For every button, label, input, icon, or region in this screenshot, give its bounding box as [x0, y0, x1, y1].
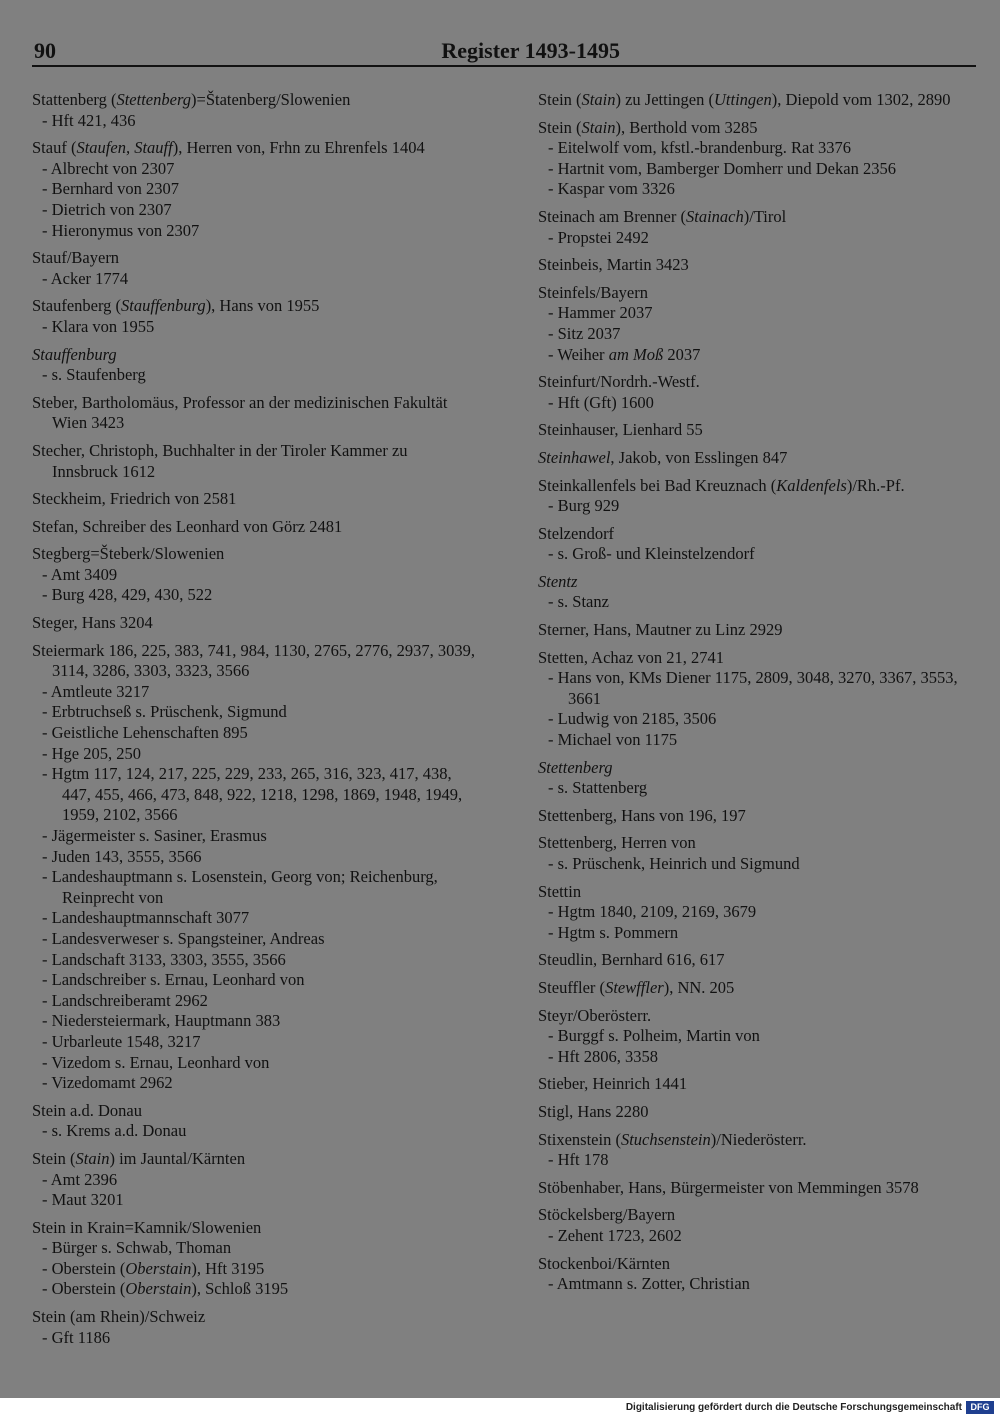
entry-heading: Stöbenhaber, Hans, Bürgermeister von Memmingen 3578: [538, 1177, 919, 1197]
entry-heading: Stauf (Staufen, Stauff), Herren von, Frhn zu Ehrenfels 1404: [32, 138, 425, 158]
entry-subitem: - s. Groß- und Kleinstelzendorf: [548, 544, 755, 564]
dfg-logo: DFG: [966, 1401, 994, 1414]
index-entry: [538, 572, 983, 613]
index-entry: [32, 90, 477, 131]
entry-subitem: - Burg 929: [548, 496, 620, 516]
entry-subitem: - Landschreiberamt 2962: [42, 990, 208, 1010]
entry-heading: Stein (Stain), Berthold vom 3285: [538, 117, 758, 137]
index-entry: [538, 758, 983, 799]
index-entry: [32, 296, 477, 337]
entry-subitem: - s. Stanz: [548, 592, 609, 612]
index-column-left: [32, 90, 477, 1355]
entry-heading: Staufenberg (Stauffenburg), Hans von 1955: [32, 296, 320, 316]
entry-subitem: - Kaspar vom 3326: [548, 179, 675, 199]
index-entry: [32, 544, 477, 606]
entry-subitem: - Maut 3201: [42, 1190, 124, 1210]
index-entry: [32, 517, 477, 538]
entry-heading: Stein (Stain) im Jauntal/Kärnten: [32, 1148, 246, 1168]
entry-subitem: - Vizedom s. Ernau, Leonhard von: [42, 1052, 270, 1072]
header-rule: [32, 65, 976, 67]
entry-heading: Steinfels/Bayern: [538, 282, 648, 302]
entry-subitem: - Albrecht von 2307: [42, 158, 175, 178]
index-entry: [538, 118, 983, 200]
index-entry: [538, 448, 983, 469]
entry-subitem: - Klara von 1955: [42, 316, 155, 336]
entry-subitem: - Vizedomamt 2962: [42, 1073, 173, 1093]
entry-heading: Stixenstein (Stuchsenstein)/Niederösterr.: [538, 1129, 807, 1149]
entry-heading: Steinach am Brenner (Stainach)/Tirol: [538, 206, 787, 226]
index-entry: [32, 441, 477, 482]
entry-heading: Sterner, Hans, Mautner zu Linz 2929: [538, 620, 783, 640]
page-number: 90: [34, 38, 56, 63]
entry-heading: Steinhauser, Lienhard 55: [538, 420, 703, 440]
entry-subitem: - Geistliche Lehenschaften 895: [42, 723, 248, 743]
entry-subitem: - Oberstein (Oberstain), Schloß 3195: [42, 1279, 289, 1299]
running-title: Register 1493-1495: [441, 38, 620, 63]
entry-subitem: - Amt 2396: [42, 1169, 118, 1189]
entry-heading: Stattenberg (Stettenberg)=Štatenberg/Slowenien: [32, 90, 351, 109]
index-entry: [538, 372, 983, 413]
entry-subitem: - Acker 1774: [42, 268, 129, 288]
index-entry: [538, 620, 983, 641]
index-entry: [538, 882, 983, 944]
entry-subitem: - Hft 2806, 3358: [548, 1046, 658, 1066]
entry-heading: Stettenberg: [538, 757, 613, 777]
entry-subitem: - Michael von 1175: [548, 730, 678, 750]
entry-heading: Stockenboi/Kärnten: [538, 1253, 670, 1273]
index-entry: [32, 1307, 477, 1348]
index-entry: [32, 248, 477, 289]
index-entry: [538, 420, 983, 441]
index-entry: [538, 1102, 983, 1123]
entry-heading: Steyr/Oberösterr.: [538, 1005, 652, 1025]
entry-heading: Steiermark 186, 225, 383, 741, 984, 1130, 2765, 2776, 2937, 3039, 3114, 3286, 3303, 3323, 3566: [32, 640, 476, 681]
entry-heading: Stegberg=Šteberk/Slowenien: [32, 544, 225, 564]
index-entry: [538, 476, 983, 517]
entry-subitem: - s. Stattenberg: [548, 778, 648, 798]
entry-subitem: - Hartnit vom, Bamberger Domherr und Dekan 2356: [548, 158, 896, 178]
entry-heading: Steber, Bartholomäus, Professor an der medizinischen Fakultät Wien 3423: [32, 392, 448, 433]
entry-subitem: - Hft 178: [548, 1150, 609, 1170]
entry-subitem: - Bernhard von 2307: [42, 179, 180, 199]
entry-subitem: - Landschreiber s. Ernau, Leonhard von: [42, 970, 305, 990]
entry-subitem: - Amtmann s. Zotter, Christian: [548, 1274, 750, 1294]
index-entry: [538, 648, 983, 751]
entry-subitem: - Amt 3409: [42, 564, 118, 584]
index-entry: [538, 524, 983, 565]
entry-heading: Stauf/Bayern: [32, 248, 120, 268]
entry-heading: Stein in Krain=Kamnik/Slowenien: [32, 1217, 262, 1237]
index-entry: [538, 255, 983, 276]
entry-heading: Steckheim, Friedrich von 2581: [32, 489, 237, 509]
entry-subitem: - Hge 205, 250: [42, 743, 141, 763]
index-entry: [32, 345, 477, 386]
entry-subitem: - Jägermeister s. Sasiner, Erasmus: [42, 826, 267, 845]
entry-subitem: - Urbarleute 1548, 3217: [42, 1031, 201, 1051]
entry-heading: Stecher, Christoph, Buchhalter in der Tiroler Kammer zu Innsbruck 1612: [32, 440, 408, 481]
entry-subitem: - Dietrich von 2307: [42, 199, 172, 219]
entry-subitem: - Landeshauptmannschaft 3077: [42, 908, 250, 928]
entry-subitem: - Hans von, KMs Diener 1175, 2809, 3048, 3270, 3367, 3553, 3661: [548, 668, 958, 708]
index-entry: [32, 489, 477, 510]
entry-subitem: - Gft 1186: [42, 1327, 111, 1347]
index-entry: [538, 806, 983, 827]
entry-heading: Stentz: [538, 571, 578, 591]
entry-heading: Steger, Hans 3204: [32, 613, 153, 633]
index-entry: [538, 950, 983, 971]
index-entry: [538, 1178, 983, 1199]
entry-heading: Stelzendorf: [538, 523, 615, 543]
entry-heading: Stettenberg, Hans von 196, 197: [538, 805, 746, 825]
entry-subitem: - Zehent 1723, 2602: [548, 1225, 682, 1245]
entry-subitem: - Landschaft 3133, 3303, 3555, 3566: [42, 949, 286, 969]
index-entry: [538, 978, 983, 999]
entry-heading: Steinbeis, Martin 3423: [538, 255, 689, 275]
entry-subitem: - Weiher am Moß 2037: [548, 344, 701, 364]
index-entry: [32, 1149, 477, 1211]
entry-heading: Steinkallenfels bei Bad Kreuznach (Kaldenfels)/Rh.-Pf.: [538, 475, 905, 495]
entry-heading: Stöckelsberg/Bayern: [538, 1205, 676, 1225]
entry-heading: Stein (Stain) zu Jettingen (Uttingen), Diepold vom 1302, 2890: [538, 90, 951, 109]
page-header: [32, 38, 976, 66]
index-entry: [538, 283, 983, 365]
entry-heading: Stein a.d. Donau: [32, 1100, 142, 1120]
entry-heading: Steuffler (Stewffler), NN. 205: [538, 977, 735, 997]
entry-heading: Stigl, Hans 2280: [538, 1101, 649, 1121]
entry-subitem: - Burg 428, 429, 430, 522: [42, 585, 213, 605]
entry-heading: Steinhawel, Jakob, von Esslingen 847: [538, 447, 788, 467]
entry-heading: Stetten, Achaz von 21, 2741: [538, 647, 725, 667]
entry-subitem: - Ludwig von 2185, 3506: [548, 709, 717, 729]
index-entry: [32, 613, 477, 634]
index-entry: [32, 641, 477, 1094]
entry-heading: Steinfurt/Nordrh.-Westf.: [538, 372, 700, 392]
index-entry: [538, 833, 983, 874]
entry-subitem: - Hgtm 1840, 2109, 2169, 3679: [548, 902, 757, 922]
footer-bar: [0, 1398, 1000, 1418]
entry-subitem: - Sitz 2037: [548, 323, 621, 343]
entry-subitem: - Eitelwolf vom, kfstl.-brandenburg. Rat 3376: [548, 138, 852, 158]
index-entry: [32, 138, 477, 241]
entry-heading: Stefan, Schreiber des Leonhard von Görz 2481: [32, 516, 343, 536]
entry-subitem: - Amtleute 3217: [42, 681, 150, 701]
entry-subitem: - Juden 143, 3555, 3566: [42, 846, 202, 866]
index-entry: [32, 393, 477, 434]
index-column-right: [538, 90, 983, 1302]
entry-subitem: - Hft (Gft) 1600: [548, 392, 654, 412]
entry-subitem: - Hieronymus von 2307: [42, 220, 200, 240]
entry-heading: Steudlin, Bernhard 616, 617: [538, 950, 725, 970]
index-entry: [538, 90, 983, 111]
entry-subitem: - Erbtruchseß s. Prüschenk, Sigmund: [42, 702, 287, 722]
entry-subitem: - Hammer 2037: [548, 303, 653, 323]
entry-subitem: - Landesverweser s. Spangsteiner, Andreas: [42, 928, 325, 948]
index-entry: [538, 1006, 983, 1068]
index-entry: [538, 1074, 983, 1095]
entry-subitem: - Propstei 2492: [548, 227, 649, 247]
index-entry: [538, 207, 983, 248]
entry-subitem: - Hgtm 117, 124, 217, 225, 229, 233, 265, 316, 323, 417, 438, 447, 455, 466, 473, 848, 922, 1218, 1298, 1869, 1948, 1949, 1959, 2102, 3566: [42, 764, 463, 825]
entry-subitem: - Burggf s. Polheim, Martin von: [548, 1026, 760, 1046]
entry-subitem: - s. Staufenberg: [42, 365, 146, 385]
entry-subitem: - Landeshauptmann s. Losenstein, Georg von; Reichenburg, Reinprecht von: [42, 867, 438, 907]
index-entry: [538, 1130, 983, 1171]
entry-subitem: - Hft 421, 436: [42, 110, 136, 130]
entry-heading: Stauffenburg: [32, 344, 117, 364]
index-entry: [32, 1101, 477, 1142]
entry-heading: Stettenberg, Herren von: [538, 833, 696, 853]
entry-subitem: - Hgtm s. Pommern: [548, 922, 679, 942]
entry-subitem: - s. Krems a.d. Donau: [42, 1121, 187, 1141]
index-entry: [538, 1254, 983, 1295]
entry-heading: Stieber, Heinrich 1441: [538, 1074, 688, 1094]
footer-credit: Digitalisierung gefördert durch die Deutsche Forschungsgemeinschaft: [625, 1402, 962, 1413]
entry-heading: Stein (am Rhein)/Schweiz: [32, 1307, 206, 1327]
entry-subitem: - Oberstein (Oberstain), Hft 3195: [42, 1258, 265, 1278]
entry-subitem: - Niedersteiermark, Hauptmann 383: [42, 1011, 281, 1031]
entry-subitem: - s. Prüschenk, Heinrich und Sigmund: [548, 854, 800, 873]
entry-heading: Stettin: [538, 881, 582, 901]
index-entry: [538, 1205, 983, 1246]
entry-subitem: - Bürger s. Schwab, Thoman: [42, 1238, 232, 1258]
index-entry: [32, 1218, 477, 1300]
